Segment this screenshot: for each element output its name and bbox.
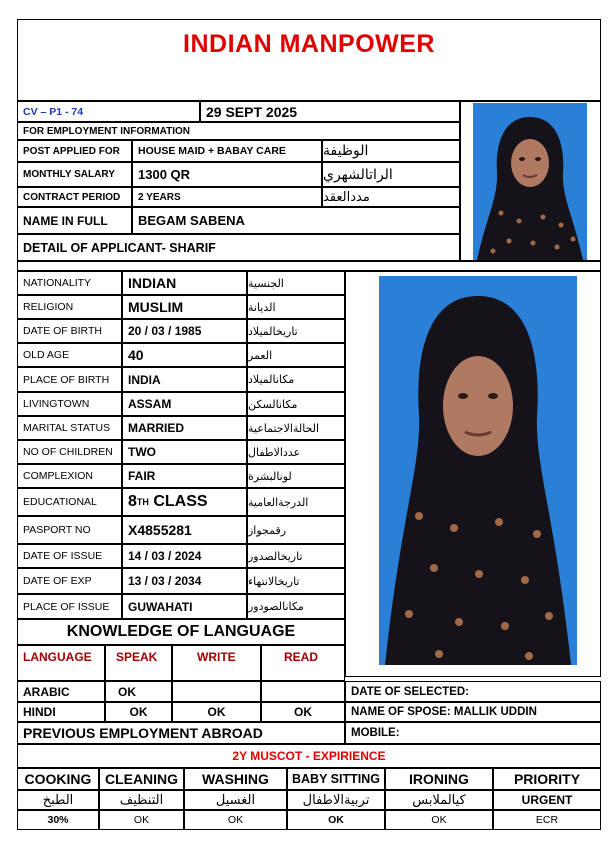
person-portrait-icon xyxy=(379,276,577,665)
personal-arabic-no-of-children: عددالاطفال xyxy=(247,440,345,464)
personal-label-nationality: NATIONALITY xyxy=(17,271,122,295)
personal-arabic-marital-status: الحالةالاجتماعية xyxy=(247,416,345,440)
skill-baby-sitting-name: BABY SITTING xyxy=(287,768,385,790)
skill-ironing-arabic: كيالملابس xyxy=(385,790,493,810)
skill-cleaning-name: CLEANING xyxy=(99,768,184,790)
post-applied-value: HOUSE MAID + BABAY CARE xyxy=(132,140,322,162)
personal-value-date-of-exp: 13 / 03 / 2034 xyxy=(122,568,247,594)
education-value-suffix: TH xyxy=(136,497,149,507)
education-value-number: 8 xyxy=(128,493,137,510)
name-label: NAME IN FULL xyxy=(17,207,132,234)
personal-label-place-of-issue: PLACE OF ISSUE xyxy=(17,594,122,619)
personal-arabic-date-of-issue: تاريخالصدور xyxy=(247,544,345,568)
skill-priority-arabic: URGENT xyxy=(493,790,601,810)
skill-cooking-value: 30% xyxy=(17,810,99,830)
personal-label-place-of-birth: PLACE OF BIRTH xyxy=(17,367,122,392)
language-heading: KNOWLEDGE OF LANGUAGE xyxy=(17,619,345,645)
language-row-arabic-write xyxy=(172,681,261,702)
personal-arabic-nationality: الجنسية xyxy=(247,271,345,295)
personal-arabic-date-of-exp: تاريخالانتهاء xyxy=(247,568,345,594)
personal-label-date-of-birth: DATE OF BIRTH xyxy=(17,319,122,343)
post-applied-label: POST APPLIED FOR xyxy=(17,140,132,162)
personal-value-no-of-children: TWO xyxy=(122,440,247,464)
mobile-number: MOBILE: xyxy=(345,722,601,744)
language-row-hindi-write: OK xyxy=(172,702,261,722)
skill-ironing-name: IRONING xyxy=(385,768,493,790)
employment-heading: FOR EMPLOYMENT INFORMATION xyxy=(17,122,460,140)
personal-value-educational xyxy=(122,488,247,516)
skill-priority-value: ECR xyxy=(493,810,601,830)
personal-arabic-pasport-no: رقمجواز xyxy=(247,516,345,544)
skill-baby-sitting-value: OK xyxy=(287,810,385,830)
skill-washing-name: WASHING xyxy=(184,768,287,790)
language-col-read: READ xyxy=(261,645,345,681)
personal-label-old-age: OLD AGE xyxy=(17,343,122,367)
personal-value-place-of-issue: GUWAHATI xyxy=(122,594,247,619)
cv-reference: CV – P1 - 74 xyxy=(17,101,200,122)
personal-label-date-of-issue: DATE OF ISSUE xyxy=(17,544,122,568)
experience-text: 2Y MUSCOT - EXPIRIENCE xyxy=(17,744,601,768)
cv-date: 29 SEPT 2025 xyxy=(200,101,460,122)
skill-priority-name: PRIORITY xyxy=(493,768,601,790)
personal-arabic-date-of-birth: تاريخالميلاد xyxy=(247,319,345,343)
personal-arabic-religion: الديانة xyxy=(247,295,345,319)
skill-washing-value: OK xyxy=(184,810,287,830)
applicant-photo-small xyxy=(473,103,587,260)
salary-arabic: الراتالشهري xyxy=(322,162,460,187)
personal-label-no-of-children: NO OF CHILDREN xyxy=(17,440,122,464)
personal-value-nationality: INDIAN xyxy=(122,271,247,295)
personal-label-religion: RELIGION xyxy=(17,295,122,319)
education-value-class: CLASS xyxy=(148,493,208,510)
separator-bar xyxy=(17,261,601,271)
contract-arabic: مددالعقد xyxy=(322,187,460,207)
language-row-arabic-name: ARABIC xyxy=(17,681,105,702)
skill-cooking-name: COOKING xyxy=(17,768,99,790)
personal-value-date-of-birth: 20 / 03 / 1985 xyxy=(122,319,247,343)
personal-value-religion: MUSLIM xyxy=(122,295,247,319)
post-applied-arabic: الوظيفة xyxy=(322,140,460,162)
skill-baby-sitting-arabic: تربيةالاطفال xyxy=(287,790,385,810)
date-of-selected: DATE OF SELECTED: xyxy=(345,681,601,702)
language-row-hindi-name: HINDI xyxy=(17,702,105,722)
personal-value-complexion: FAIR xyxy=(122,464,247,488)
language-col-speak: SPEAK xyxy=(105,645,172,681)
personal-value-pasport-no: X4855281 xyxy=(122,516,247,544)
spouse-name: NAME OF SPOSE: MALLIK UDDIN xyxy=(345,702,601,722)
personal-value-place-of-birth: INDIA xyxy=(122,367,247,392)
name-value: BEGAM SABENA xyxy=(132,207,460,234)
language-row-arabic-read xyxy=(261,681,345,702)
previous-employment-heading: PREVIOUS EMPLOYMENT ABROAD xyxy=(17,722,345,744)
contract-label: CONTRACT PERIOD xyxy=(17,187,132,207)
personal-arabic-place-of-birth: مكانالميلاد xyxy=(247,367,345,392)
language-col-language: LANGUAGE xyxy=(17,645,105,681)
language-row-arabic-speak: OK xyxy=(105,681,172,702)
personal-label-marital-status: MARITAL STATUS xyxy=(17,416,122,440)
personal-value-old-age: 40 xyxy=(122,343,247,367)
language-row-hindi-speak: OK xyxy=(105,702,172,722)
person-portrait-icon xyxy=(473,103,587,260)
salary-value: 1300 QR xyxy=(132,162,322,187)
personal-arabic-livingtown: مكانالسكن xyxy=(247,392,345,416)
skill-cleaning-value: OK xyxy=(99,810,184,830)
detail-of-applicant: DETAIL OF APPLICANT- SHARIF xyxy=(17,234,460,261)
personal-arabic-place-of-issue: مكانالصودور xyxy=(247,594,345,619)
skill-cleaning-arabic: التنظيف xyxy=(99,790,184,810)
applicant-photo-large xyxy=(379,276,577,665)
personal-label-pasport-no: PASPORT NO xyxy=(17,516,122,544)
personal-value-date-of-issue: 14 / 03 / 2024 xyxy=(122,544,247,568)
skill-ironing-value: OK xyxy=(385,810,493,830)
personal-arabic-complexion: لونالبشرة xyxy=(247,464,345,488)
page-title: INDIAN MANPOWER xyxy=(183,30,435,58)
personal-label-date-of-exp: DATE OF EXP xyxy=(17,568,122,594)
personal-arabic-old-age: العمر xyxy=(247,343,345,367)
personal-label-livingtown: LIVINGTOWN xyxy=(17,392,122,416)
language-row-hindi-read: OK xyxy=(261,702,345,722)
personal-label-complexion: COMPLEXION xyxy=(17,464,122,488)
salary-label: MONTHLY SALARY xyxy=(17,162,132,187)
personal-value-livingtown: ASSAM xyxy=(122,392,247,416)
contract-value: 2 YEARS xyxy=(132,187,322,207)
skill-washing-arabic: الغسيل xyxy=(184,790,287,810)
personal-value-marital-status: MARRIED xyxy=(122,416,247,440)
skill-cooking-arabic: الطبخ xyxy=(17,790,99,810)
personal-label-educational: EDUCATIONAL xyxy=(17,488,122,516)
personal-arabic-educational: الدرجةالعامية xyxy=(247,488,345,516)
language-col-write: WRITE xyxy=(172,645,261,681)
